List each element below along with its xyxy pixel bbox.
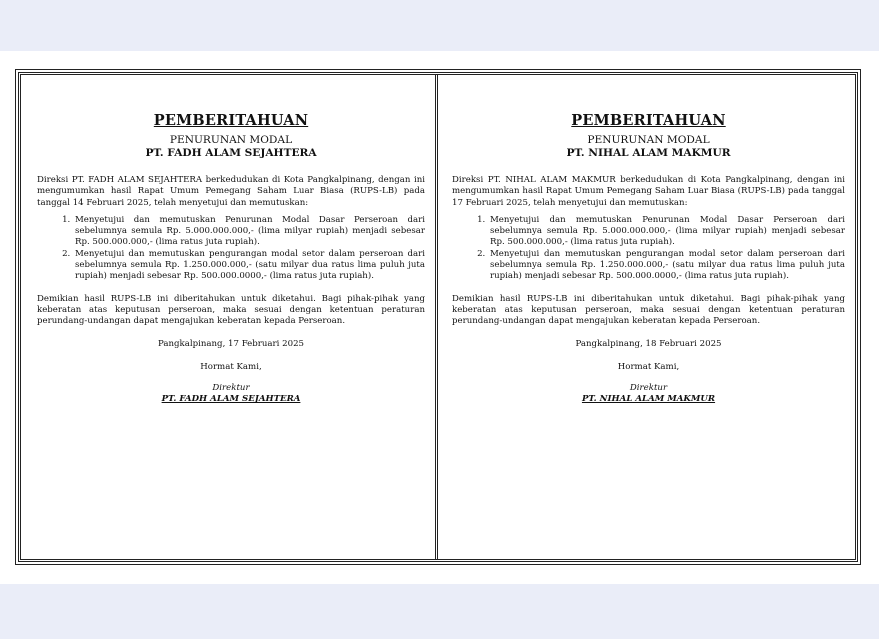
announcement-frame-inner	[18, 72, 858, 562]
top-band	[0, 0, 879, 51]
place-date: Pangkalpinang, 18 Februari 2025	[575, 338, 722, 349]
place-date: Pangkalpinang, 17 Februari 2025	[157, 338, 304, 349]
decision-item: 1. Menyetujui dan memutuskan Penurunan Modal Dasar Perseroan dari sebelumnya semula Rp. 5.000.000.000,- (lima milyar rupiah) menjadi sebesar Rp. 500.000.000,- (lima ratus juta rupiah).	[73, 215, 425, 249]
decision-list	[452, 215, 845, 283]
company-name: PT. FADH ALAM SEJAHTERA	[145, 147, 317, 159]
announcement-subtitle: PENURUNAN MODAL	[169, 134, 293, 146]
announcement-subtitle: PENURUNAN MODAL	[587, 134, 710, 146]
announcement-title: PEMBERITAHUAN	[571, 112, 726, 129]
bottom-band	[0, 584, 879, 639]
announcement-right	[438, 75, 855, 559]
closing-paragraph: Demikian hasil RUPS-LB ini diberitahukan untuk diketahui. Bagi pihak-pihak yang keberatan atas keputusan perseroan, maka sesuai dengan ketentuan peraturan perundang-undangan dapat mengajukan keberatan kepada Perseroan.	[452, 293, 845, 327]
announcement-title: PEMBERITAHUAN	[153, 112, 309, 129]
greeting: Hormat Kami,	[200, 361, 262, 372]
decision-list	[37, 215, 425, 283]
announcement-frame	[15, 69, 861, 565]
intro-paragraph: Direksi PT. NIHAL ALAM MAKMUR berkedudukan di Kota Pangkalpinang, dengan ini mengumumkan hasil Rapat Umum Pemegang Saham Luar Biasa (RUPS-LB) pada tanggal 17 Februari 2025, telah menyetujui dan memutuskan:	[452, 175, 845, 208]
announcement-left	[21, 75, 438, 559]
intro-paragraph: Direksi PT. FADH ALAM SEJAHTERA berkedudukan di Kota Pangkalpinang, dengan ini mengumumkan hasil Rapat Umum Pemegang Saham Luar Biasa (RUPS-LB) pada tanggal 14 Februari 2025, telah menyetujui dan memutuskan:	[37, 175, 425, 208]
signatory-company: PT. NIHAL ALAM MAKMUR	[581, 394, 716, 405]
signatory-role: Direktur	[629, 383, 668, 394]
signatory-company: PT. FADH ALAM SEJAHTERA	[161, 394, 301, 405]
greeting: Hormat Kami,	[617, 361, 680, 372]
company-name: PT. NIHAL ALAM MAKMUR	[566, 147, 731, 159]
closing-paragraph: Demikian hasil RUPS-LB ini diberitahukan untuk diketahui. Bagi pihak-pihak yang keberatan atas keputusan perseroan, maka sesuai dengan ketentuan peraturan perundang-undangan dapat mengajukan keberatan kepada Perseroan.	[37, 293, 425, 327]
decision-item: 2. Menyetujui dan memutuskan pengurangan modal setor dalam perseroan dari sebelumnya semula Rp. 1.250.000.000,- (satu milyar dua ratus lima puluh juta rupiah) menjadi sebesar Rp. 500.000.0000,- (lima ratus juta rupiah).	[488, 249, 845, 283]
signatory-role: Direktur	[212, 383, 250, 394]
decision-item: 2. Menyetujui dan memutuskan pengurangan modal setor dalam perseroan dari sebelumnya semula Rp. 1.250.000.000,- (satu milyar dua ratus lima puluh juta rupiah) menjadi sebesar Rp. 500.000.0000,- (lima ratus juta rupiah).	[73, 249, 425, 283]
decision-item: 1. Menyetujui dan memutuskan Penurunan Modal Dasar Perseroan dari sebelumnya semula Rp. 5.000.000.000,- (lima milyar rupiah) menjadi sebesar Rp. 500.000.000,- (lima ratus juta rupiah).	[488, 215, 845, 249]
